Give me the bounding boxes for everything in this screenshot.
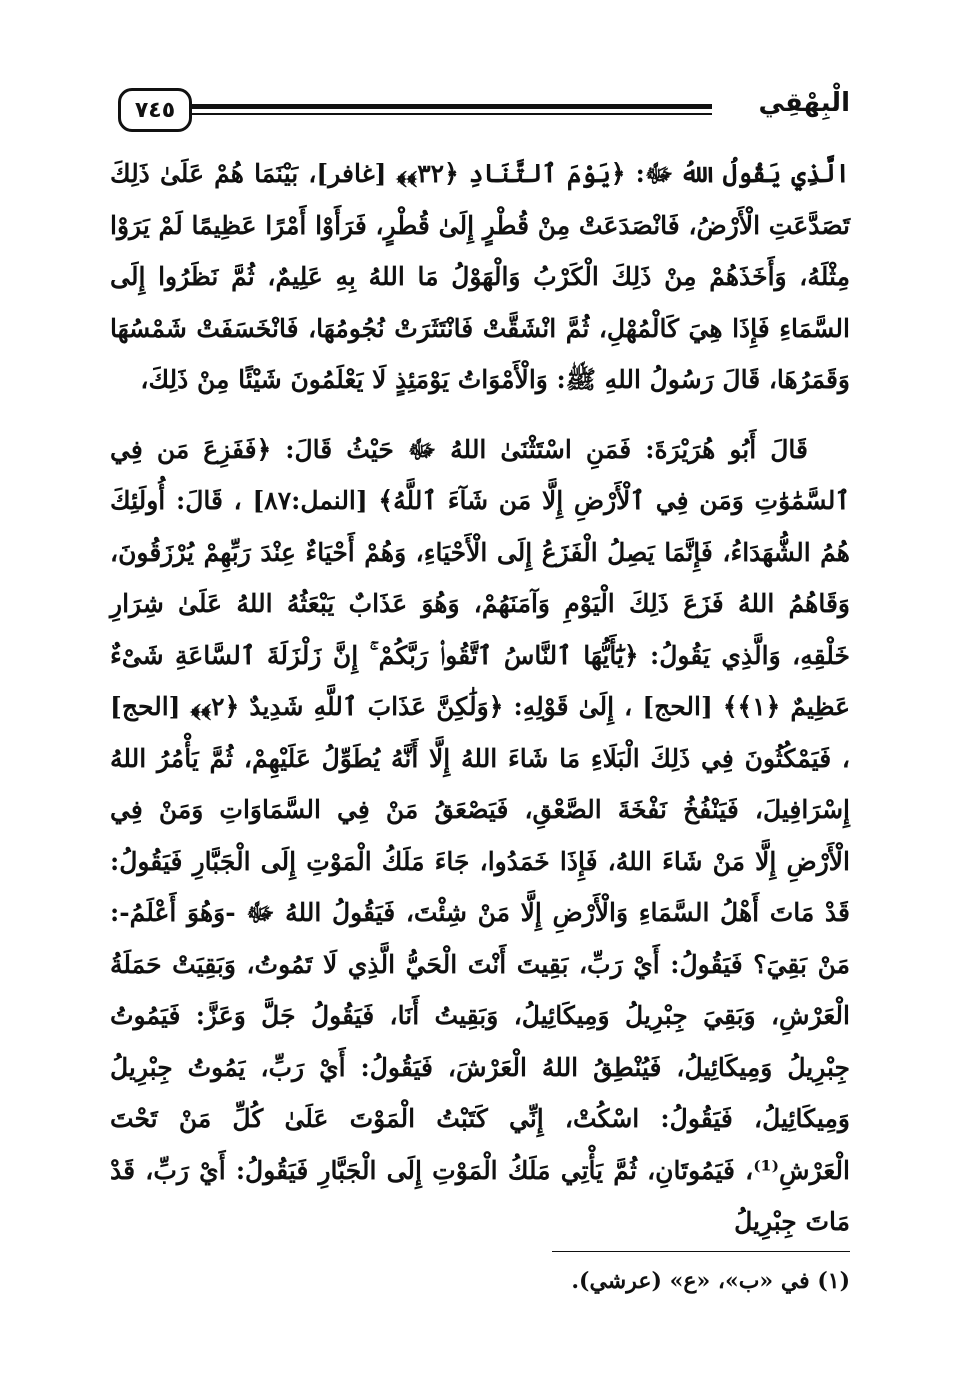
main-text (110, 148, 850, 1248)
paragraph-1: الَّذِي يَقُولُ اللهُ ﷻ: ﴿يَوْمَ ٱلتَّنَادِ ﴿٣٢﴾﴾ [غافر]، بَيْنَمَا هُمْ عَلَىٰ ذَلِكَ تَصَدَّعَتِ الْأَرْضُ، فَانْصَدَعَتْ مِنْ قُطْرٍ إِلَىٰ قُطْرٍ، فَرَأَوْا أَمْرًا عَظِيمًا لَمْ يَرَوْا مِثْلَهُ، وَأَخَذَهُمْ مِنْ ذَلِكَ الْكَرْبُ وَالْهَوْلُ مَا اللهُ بِهِ عَلِيمٌ، ثُمَّ نَظَرُوا إِلَى السَّمَاءِ فَإِذَا هِيَ كَالْمُهْلِ، ثُمَّ انْشَقَّتْ فَانْتَثَرَتْ نُجُومُهَا، فَانْخَسَفَتْ شَمْسُهَا وَقَمَرُهَا، قَالَ رَسُولُ اللهِ ﷺ: وَالْأَمْوَاتُ يَوْمَئِذٍ لَا يَعْلَمُونَ شَيْئًا مِنْ ذَلِكَ، (110, 159, 850, 394)
paragraph-2: قَالَ أَبُو هُرَيْرَةَ: فَمَنِ اسْتَثْنَىٰ اللهُ ﷻ حَيْثُ قَالَ: ﴿فَفَزِعَ مَن فِي ٱلسَّمَٰوَٰتِ وَمَن فِي ٱلْأَرْضِ إِلَّا مَن شَآءَ ٱللَّهُ﴾ [النمل:٨٧] ، قَالَ: أُولَئِكَ هُمُ الشُّهَدَاءُ، فَإِنَّمَا يَصِلُ الْفَزَعُ إِلَى الْأَحْيَاءِ، وَهُمْ أَحْيَاءٌ عِنْدَ رَبِّهِمْ يُرْزَقُونَ، وَقَاهُمُ اللهُ فَزَعَ ذَلِكَ الْيَوْمِ وَآمَنَهُمْ، وَهُوَ عَذَابٌ يَبْعَثُهُ اللهُ عَلَىٰ شِرَارِ خَلْقِهِ، وَالَّذِي يَقُولُ: ﴿يَٰٓأَيُّهَا ٱلنَّاسُ ٱتَّقُوا۟ رَبَّكُمْ ۚ إِنَّ زَلْزَلَةَ ٱلسَّاعَةِ شَىْءٌ عَظِيمٌ ﴿١﴾﴾ [الحج] ، إِلَىٰ قَوْلِهِ: ﴿وَلَٰكِنَّ عَذَابَ ٱللَّهِ شَدِيدٌ ﴿٢﴾﴾ [الحج] ، فَيَمْكُثُونَ فِي ذَلِكَ الْبَلَاءِ مَا شَاءَ اللهُ إِلَّا أَنَّهُ يُطَوِّلُ عَلَيْهِمْ، ثُمَّ يَأْمُرُ اللهُ إِسْرَافِيلَ، فَيَنْفُخُ نَفْخَةَ الصَّعْقِ، فَيَصْعَقُ مَنْ فِي السَّمَاوَاتِ وَمَنْ فِي الْأَرْضِ إِلَّا مَنْ شَاءَ اللهُ، فَإِذَا خَمَدُوا، جَاءَ مَلَكُ الْمَوْتِ إِلَى الْجَبَّارِ فَيَقُولُ: قَدْ مَاتَ أَهْلُ السَّمَاءِ وَالْأَرْضِ إِلَّا مَنْ شِئْتَ، فَيَقُولُ اللهُ ﷻ -وَهُوَ أَعْلَمُ-: مَنْ بَقِيَ؟ فَيَقُولُ: أَيْ رَبِّ، بَقِيتَ أَنْتَ الْحَيُّ الَّذِي لَا تَمُوتُ، وَبَقِيَتْ حَمَلَةُ الْعَرْشِ، وَبَقِيَ جِبْرِيلُ وَمِيكَائِيلُ، وَبَقِيتُ أَنَا، فَيَقُولُ جَلَّ وَعَزَّ: فَيَمُوتُ جِبْرِيلُ وَمِيكَائِيلُ، فَيُنْطِقُ اللهُ الْعَرْشَ، فَيَقُولُ: أَيْ رَبِّ، يَمُوتُ جِبْرِيلُ وَمِيكَائِيلُ، فَيَقُولُ: اسْكُتْ، إِنِّي كَتَبْتُ الْمَوْتَ عَلَىٰ كُلِّ مَنْ تَحْتَ الْعَرْشِ⁽¹⁾، فَيَمُوتَانِ، ثُمَّ يَأْتِي مَلَكُ الْمَوْتِ إِلَى الْجَبَّارِ فَيَقُولُ: أَيْ رَبِّ، قَدْ مَاتَ جِبْرِيلُ (110, 434, 851, 1236)
running-title: الْبِهْقِي (758, 88, 850, 118)
footnote-separator (552, 1251, 850, 1252)
header-rule-thick (192, 104, 712, 109)
page-header (110, 88, 850, 134)
footnote-1: (١) في «ب»، «ع» (عرشي). (571, 1268, 850, 1294)
page-number: ٧٤٥ (118, 88, 192, 132)
header-rule-thin (192, 113, 712, 115)
